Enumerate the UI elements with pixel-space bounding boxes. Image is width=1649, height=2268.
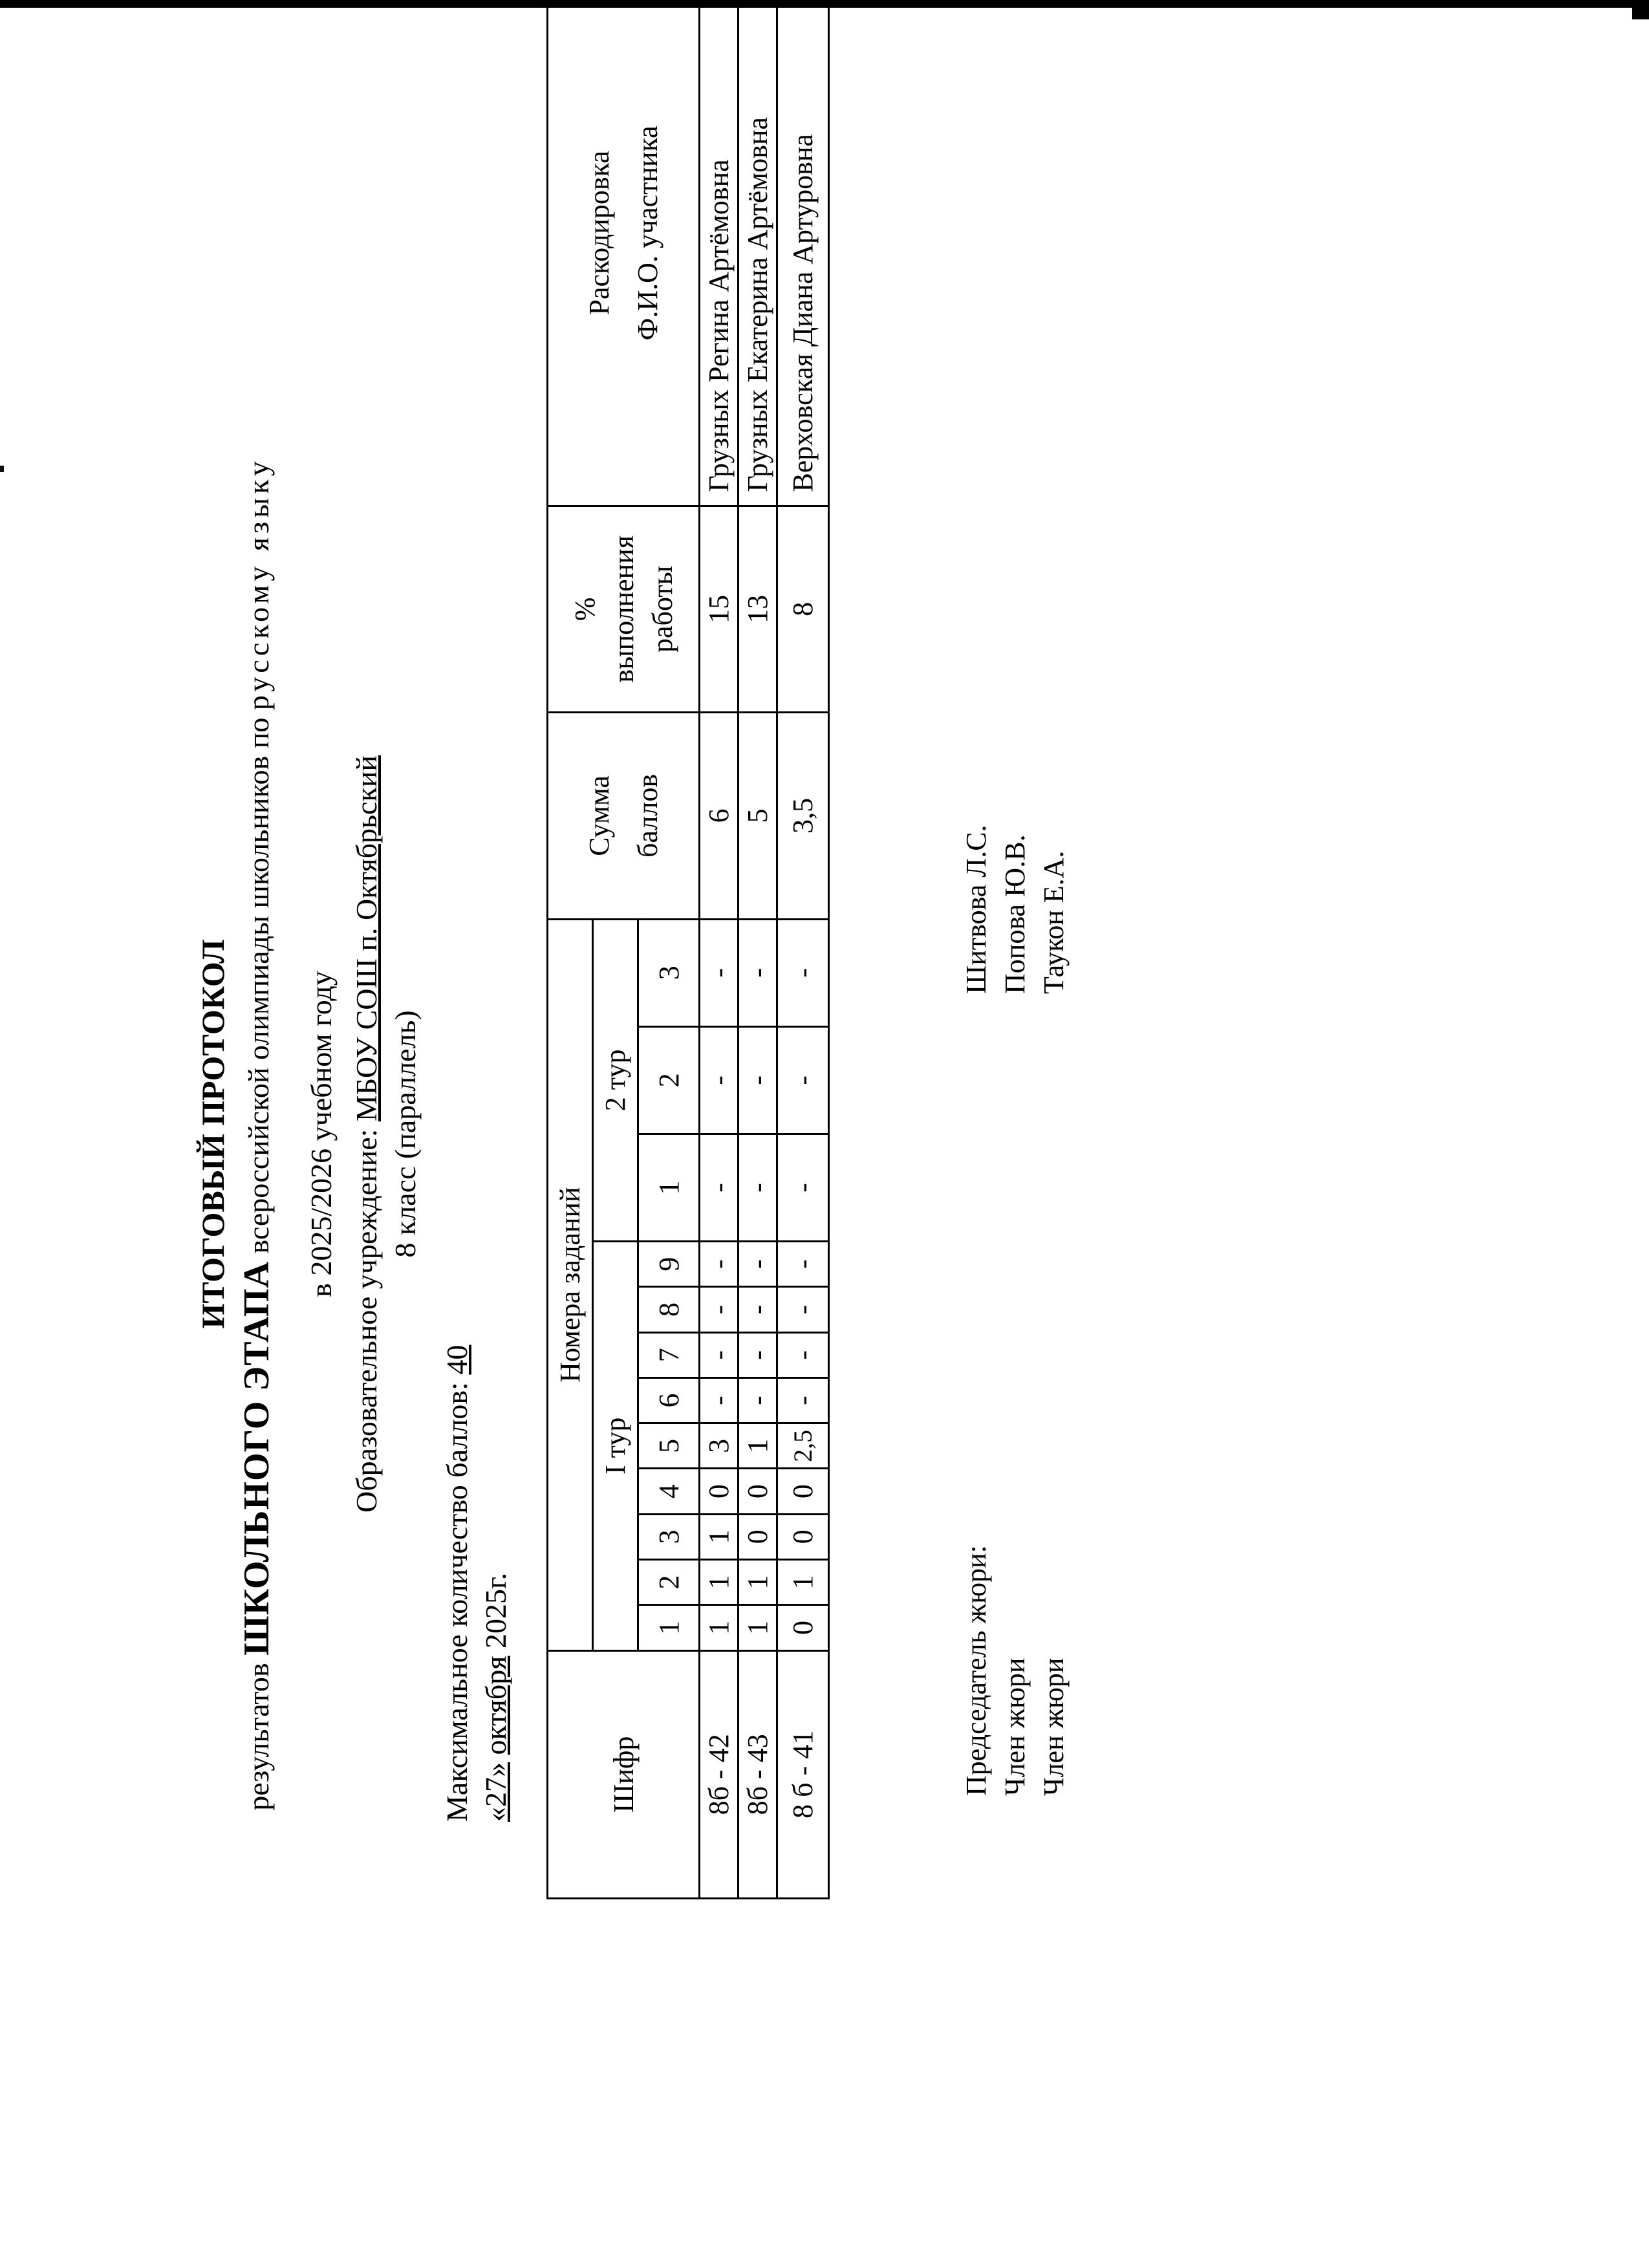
cell-percent: 13 <box>738 506 777 713</box>
date-day: «27» <box>479 1762 512 1822</box>
cell-score: - <box>700 1332 738 1377</box>
cell-percent: 8 <box>777 506 829 713</box>
header-round2: 2 тур <box>593 919 638 1241</box>
header-r2-task: 3 <box>638 919 700 1026</box>
cell-score: - <box>738 1242 777 1287</box>
header-sum <box>548 713 700 920</box>
jury-role-member: Член жюри <box>999 1658 1031 1796</box>
header-sum-line1: Сумма <box>583 775 615 856</box>
cell-score: 1 <box>700 1560 738 1605</box>
cell-score: 0 <box>700 1469 738 1514</box>
cell-score: 0 <box>777 1469 829 1514</box>
cell-score: - <box>738 919 777 1026</box>
cell-score: 3 <box>700 1423 738 1469</box>
cell-score: - <box>777 1026 829 1134</box>
header-tasks: Номера заданий <box>548 919 593 1650</box>
cell-score: 1 <box>738 1560 777 1605</box>
subtitle-subject: русскому языку <box>242 457 275 711</box>
header-round1: I тур <box>593 1242 638 1651</box>
cell-score: 1 <box>777 1560 829 1605</box>
cell-score: 2,5 <box>777 1423 829 1469</box>
results-table <box>546 0 830 1899</box>
header-decode <box>548 0 700 506</box>
cell-score: - <box>777 1242 829 1287</box>
jury-role-member: Член жюри <box>1038 1658 1070 1796</box>
date-year: 2025г. <box>479 1572 512 1649</box>
table-row <box>700 0 738 1899</box>
max-score-line <box>440 1345 474 1822</box>
institution-line <box>349 0 383 2268</box>
cell-score: 0 <box>738 1469 777 1514</box>
header-r1-task: 3 <box>638 1514 700 1559</box>
cell-cipher: 8б - 42 <box>700 1650 738 1898</box>
header-percent <box>548 506 700 713</box>
header-r1-task: 7 <box>638 1332 700 1377</box>
cell-percent: 15 <box>700 506 738 713</box>
cell-score: - <box>738 1134 777 1241</box>
cell-score: 1 <box>700 1605 738 1650</box>
subtitle-prefix: результатов <box>242 1663 275 1811</box>
jury-members <box>957 825 1073 994</box>
header-r2-task: 2 <box>638 1026 700 1134</box>
header-r1-task: 1 <box>638 1605 700 1650</box>
cell-cipher: 8б - 43 <box>738 1650 777 1898</box>
cell-score: - <box>738 1287 777 1332</box>
cell-name: Грузных Екатерина Артёмовна <box>738 0 777 506</box>
header-decode-line1: Раскодировка <box>583 151 615 316</box>
academic-year: в 2025/2026 учебном году <box>305 971 338 1297</box>
header-cipher: Шифр <box>548 1650 700 1898</box>
cell-sum: 6 <box>700 713 738 920</box>
cell-score: - <box>777 1134 829 1241</box>
cell-score: 0 <box>777 1514 829 1559</box>
cell-cipher: 8 б - 41 <box>777 1650 829 1898</box>
jury-member-name: Попова Ю.В. <box>999 834 1031 994</box>
cell-score: - <box>700 1242 738 1287</box>
grade-line: 8 класс (параллель) <box>389 1010 422 1258</box>
cell-score: - <box>700 1287 738 1332</box>
cell-score: 1 <box>700 1514 738 1559</box>
cell-score: 1 <box>738 1605 777 1650</box>
header-r1-task: 6 <box>638 1377 700 1423</box>
jury-member-name: Таукон Е.А. <box>1038 850 1070 994</box>
cell-score: - <box>738 1026 777 1134</box>
header-r1-task: 8 <box>638 1287 700 1332</box>
max-score-value: 40 <box>440 1345 473 1375</box>
header-sum-line2: баллов <box>632 773 663 858</box>
cell-score: 0 <box>777 1605 829 1650</box>
date-month: октября <box>479 1656 512 1755</box>
cell-score: - <box>738 1332 777 1377</box>
document-subtitle <box>236 0 277 2268</box>
table-row <box>738 0 777 1899</box>
table-row <box>777 0 829 1899</box>
header-percent-line1: % <box>568 597 601 621</box>
header-r1-task: 9 <box>638 1242 700 1287</box>
cell-score: 1 <box>738 1423 777 1469</box>
jury-roles <box>957 1545 1073 1796</box>
header-decode-line2: Ф.И.О. участника <box>632 125 663 341</box>
cell-score: - <box>700 1377 738 1423</box>
cell-sum: 3,5 <box>777 713 829 920</box>
header-r2-task: 1 <box>638 1134 700 1241</box>
header-percent-line2: выполнения <box>607 535 640 683</box>
header-r1-task: 5 <box>638 1423 700 1469</box>
jury-role-chair: Председатель жюри: <box>960 1545 992 1796</box>
header-r1-task: 2 <box>638 1560 700 1605</box>
cell-score: - <box>777 1377 829 1423</box>
header-r1-task: 4 <box>638 1469 700 1514</box>
cell-score: - <box>777 1287 829 1332</box>
document-title: ИТОГОВЫЙ ПРОТОКОЛ <box>195 939 231 1329</box>
subtitle-stage: ШКОЛЬНОГО ЭТАПА <box>237 1261 277 1656</box>
subtitle-middle: всероссийской олимпиады школьников по <box>242 717 275 1254</box>
cell-score: 0 <box>738 1514 777 1559</box>
cell-name: Верховская Диана Артуровна <box>777 0 829 506</box>
jury-member-name: Шитвова Л.С. <box>960 825 992 994</box>
max-score-label: Максимальное количество баллов: <box>440 1382 473 1822</box>
cell-score: - <box>777 919 829 1026</box>
cell-score: - <box>700 1134 738 1241</box>
cell-score: - <box>700 1026 738 1134</box>
cell-sum: 5 <box>738 713 777 920</box>
date-line <box>479 1573 513 1822</box>
header-percent-line3: работы <box>646 565 678 653</box>
institution-value: МБОУ СОШ п. Октябрьский <box>350 755 383 1122</box>
institution-label: Образовательное учреждение: <box>350 1129 383 1513</box>
cell-score: - <box>738 1377 777 1423</box>
cell-score: - <box>700 919 738 1026</box>
cell-name: Грузных Регина Артёмовна <box>700 0 738 506</box>
cell-score: - <box>777 1332 829 1377</box>
